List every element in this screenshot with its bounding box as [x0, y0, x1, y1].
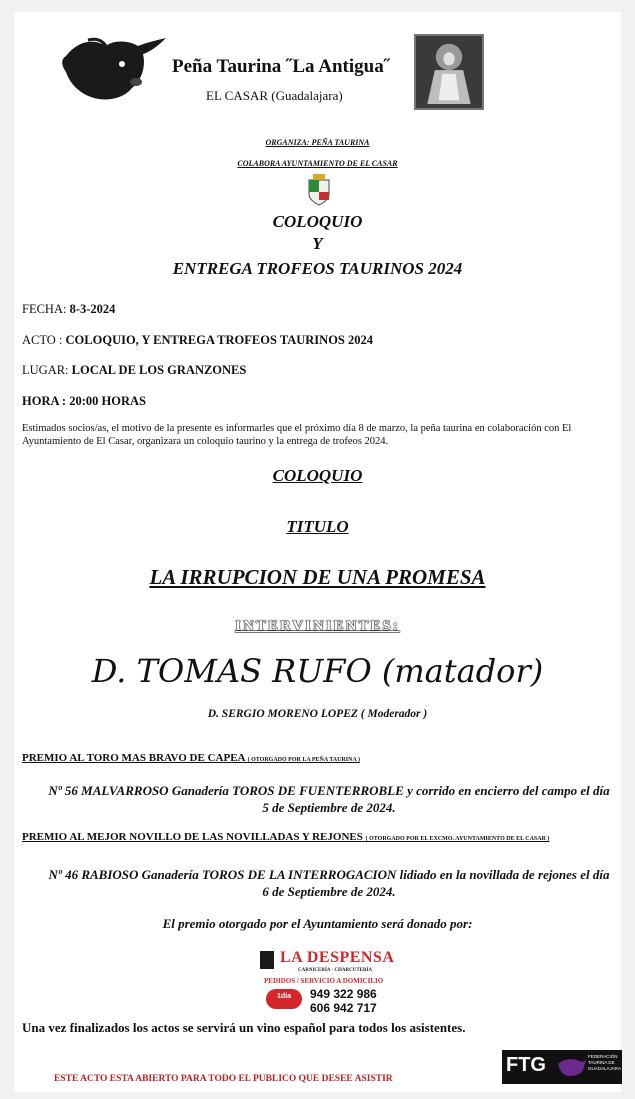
donado-line: El premio otorgado por el Ayuntamiento será donado por:: [162, 916, 473, 931]
sponsor-brand: LA DESPENSA: [280, 949, 395, 966]
acto-label: ACTO :: [22, 333, 63, 347]
virgin-image-icon: [414, 34, 484, 110]
fecha-value: 8-3-2024: [69, 302, 116, 316]
premio1-text: Nº 56 MALVARROSO Ganadería TOROS DE FUENTERROBLE y corrido en encierro del campo el día 5 de Septiembre de 2024.: [48, 783, 610, 815]
premio2-label: PREMIO AL MEJOR NOVILLO DE LAS NOVILLADAS Y REJONES: [22, 831, 363, 843]
titulo-label: TITULO: [286, 517, 349, 536]
poster-page: [14, 12, 621, 1092]
premio2-note: ( OTORGADO POR EL EXCMO. AYUNTAMIENTO DE EL CASAR ): [365, 836, 550, 842]
premio2-text: Nº 46 RABIOSO Ganadería TOROS DE LA INTERROGACION lidiado en la novillada de rejones el día 6 de Septiembre de 2024.: [48, 867, 610, 899]
sponsor-badge-text: 1día: [276, 993, 291, 1000]
premio2-heading: [22, 832, 620, 845]
ftg-text: FTG: [506, 1054, 546, 1076]
closing-line: Una vez finalizados los actos se servirá un vino español para todos los asistentes.: [22, 1020, 466, 1035]
moderator-name: D. SERGIO MORENO LOPEZ ( Moderador ): [207, 708, 428, 720]
coloquio-title: LA IRRUPCION DE UNA PROMESA: [149, 565, 486, 589]
sponsor-logo: [254, 947, 404, 1027]
event-title-line1: COLOQUIO: [272, 212, 363, 231]
sponsor-phone1: 949 322 986: [310, 987, 377, 1001]
lugar-row: [22, 363, 246, 378]
sponsor-orders: PEDIDOS / SERVICIO A DOMICILIO: [264, 977, 384, 985]
ftg-subtitle: FEDERACIÓN TAURINA DE GUADALAJARA: [588, 1054, 622, 1071]
acto-row: [22, 333, 373, 348]
ftg-logo: [502, 1050, 622, 1084]
sponsor-icon: [260, 951, 274, 969]
premio1-note: ( OTORGADO POR LA PEÑA TAURINA ): [247, 757, 360, 763]
intervinientes-label: INTERVINIENTES:: [235, 618, 400, 634]
hora-row: HORA : 20:00 HORAS: [22, 394, 146, 408]
acto-value: COLOQUIO, Y ENTREGA TROFEOS TAURINOS 2024: [65, 333, 373, 347]
open-to-public-line: ESTE ACTO ESTA ABIERTO PARA TODO EL PUBLICO QUE DESEE ASISTIR: [54, 1074, 393, 1084]
club-subtitle: EL CASAR (Guadalajara): [206, 88, 343, 103]
town-shield-icon: [307, 174, 331, 206]
colabora-line: COLABORA AYUNTAMIENTO DE EL CASAR: [237, 159, 398, 168]
intro-paragraph: Estimados socios/as, el motivo de la presente es informarles que el próximo día 8 de marzo, la peña taurina en colaboración con El Ayuntamiento de El Casar, organizara un coloquio taurino y la entrega de trofeos 2024.: [22, 423, 572, 447]
sponsor-phone2: 606 942 717: [310, 1001, 377, 1015]
lugar-label: LUGAR:: [22, 363, 69, 377]
speaker-name: D. TOMAS RUFO (matador): [91, 652, 544, 690]
ftg-bull-icon: [556, 1056, 588, 1078]
bull-logo-icon: [58, 36, 168, 106]
coloquio-heading: COLOQUIO: [272, 466, 363, 485]
club-title: Peña Taurina ˝La Antigua˝: [172, 56, 391, 77]
premio1-heading: [22, 752, 612, 764]
premio1-label: PREMIO AL TORO MAS BRAVO DE CAPEA: [22, 752, 245, 764]
event-title-line3: ENTREGA TROFEOS TAURINOS 2024: [172, 259, 463, 278]
lugar-value: LOCAL DE LOS GRANZONES: [71, 363, 247, 377]
organiza-line: ORGANIZA: PEÑA TAURINA: [265, 138, 370, 147]
fecha-label: FECHA:: [22, 302, 67, 316]
sponsor-sub: CARNICERÍA - CHARCUTERÍA: [298, 968, 373, 973]
fecha-row: [22, 302, 115, 317]
event-title-line2: Y: [312, 234, 323, 253]
